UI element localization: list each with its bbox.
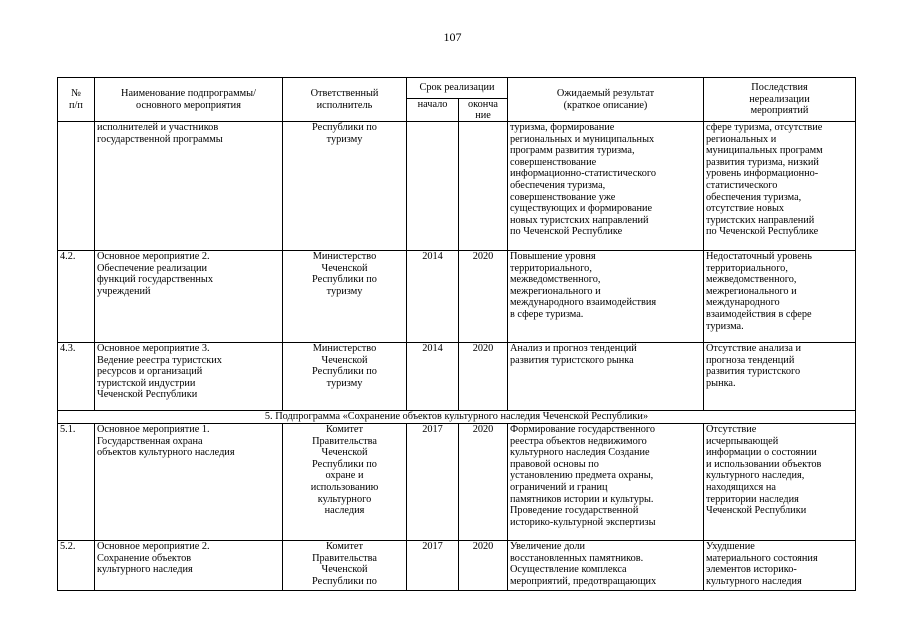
row-start: 2014 — [407, 251, 459, 343]
row-consequences: Недостаточный уровень территориального, межведомственного, межрегионального и международного взаимодействия в сфере туризма. — [704, 251, 856, 343]
table-row — [58, 251, 856, 343]
row-consequences: Отсутствие исчерпывающей информации о состоянии и использовании объектов культурного наследия, находящихся на территории наследия Чеченской Республики — [704, 424, 856, 541]
row-executor: Министерство Чеченской Республики по туризму — [283, 251, 407, 343]
row-name: Основное мероприятие 2. Сохранение объектов культурного наследия — [95, 541, 283, 591]
table-row — [58, 424, 856, 541]
row-executor: Комитет Правительства Чеченской Республики по — [283, 541, 407, 591]
row-num — [58, 122, 95, 251]
row-start: 2014 — [407, 343, 459, 411]
row-num: 4.3. — [58, 343, 95, 411]
row-name: Основное мероприятие 3. Ведение реестра туристских ресурсов и организаций туристской индустрии Чеченской Республики — [95, 343, 283, 411]
row-end — [459, 122, 508, 251]
header-start: начало — [407, 99, 459, 122]
row-name: Основное мероприятие 1. Государственная охрана объектов культурного наследия — [95, 424, 283, 541]
row-executor: Республики по туризму — [283, 122, 407, 251]
row-result: Повышение уровня территориального, межведомственного, межрегионального и международного взаимодействия в сфере туризма. — [508, 251, 704, 343]
row-num: 5.1. — [58, 424, 95, 541]
subprogram-title: 5. Подпрограмма «Сохранение объектов культурного наследия Чеченской Республики» — [58, 411, 856, 424]
header-consequences: Последствия нереализации мероприятий — [704, 78, 856, 122]
page-number: 107 — [443, 30, 462, 44]
row-end: 2020 — [459, 343, 508, 411]
row-end: 2020 — [459, 251, 508, 343]
header-name: Наименование подпрограммы/ основного мероприятия — [95, 78, 283, 122]
table-row — [58, 343, 856, 411]
row-end: 2020 — [459, 424, 508, 541]
subprogram-row — [58, 411, 856, 424]
row-consequences: сфере туризма, отсутствие региональных и муниципальных программ развития туризма, низкий уровень информационно- статистического обеспечения туризма, отсутствие новых туристских направлений по Чеченской Республике — [704, 122, 856, 251]
row-executor: Комитет Правительства Чеченской Республики по охране и использованию культурного наследия — [283, 424, 407, 541]
row-name: исполнителей и участников государственной программы — [95, 122, 283, 251]
row-start — [407, 122, 459, 251]
header-end: оконча ние — [459, 99, 508, 122]
program-table — [57, 77, 856, 591]
header-result: Ожидаемый результат (краткое описание) — [508, 78, 704, 122]
row-num: 4.2. — [58, 251, 95, 343]
row-executor: Министерство Чеченской Республики по туризму — [283, 343, 407, 411]
row-name: Основное мероприятие 2. Обеспечение реализации функций государственных учреждений — [95, 251, 283, 343]
header-period: Срок реализации — [407, 78, 508, 99]
row-start: 2017 — [407, 424, 459, 541]
table-row — [58, 541, 856, 591]
row-result: туризма, формирование региональных и муниципальных программ развития туризма, совершенствование информационно-статистического обеспечения туризма, совершенствование уже существующих и формирование новых туристских направлений по Чеченской Республике — [508, 122, 704, 251]
header-num: № п/п — [58, 78, 95, 122]
row-num: 5.2. — [58, 541, 95, 591]
header-executor: Ответственный исполнитель — [283, 78, 407, 122]
row-result: Увеличение доли восстановленных памятников. Осуществление комплекса мероприятий, предотвращающих — [508, 541, 704, 591]
table-row — [58, 122, 856, 251]
row-consequences: Ухудшение материального состояния элементов историко- культурного наследия — [704, 541, 856, 591]
row-consequences: Отсутствие анализа и прогноза тенденций развития туристского рынка. — [704, 343, 856, 411]
row-end: 2020 — [459, 541, 508, 591]
row-result: Анализ и прогноз тенденций развития туристского рынка — [508, 343, 704, 411]
row-start: 2017 — [407, 541, 459, 591]
row-result: Формирование государственного реестра объектов недвижимого культурного наследия Создание правовой основы по установлению предмета охраны, ограничений и границ памятников истории и культуры. Проведение государственной историко-культурной экспертизы — [508, 424, 704, 541]
